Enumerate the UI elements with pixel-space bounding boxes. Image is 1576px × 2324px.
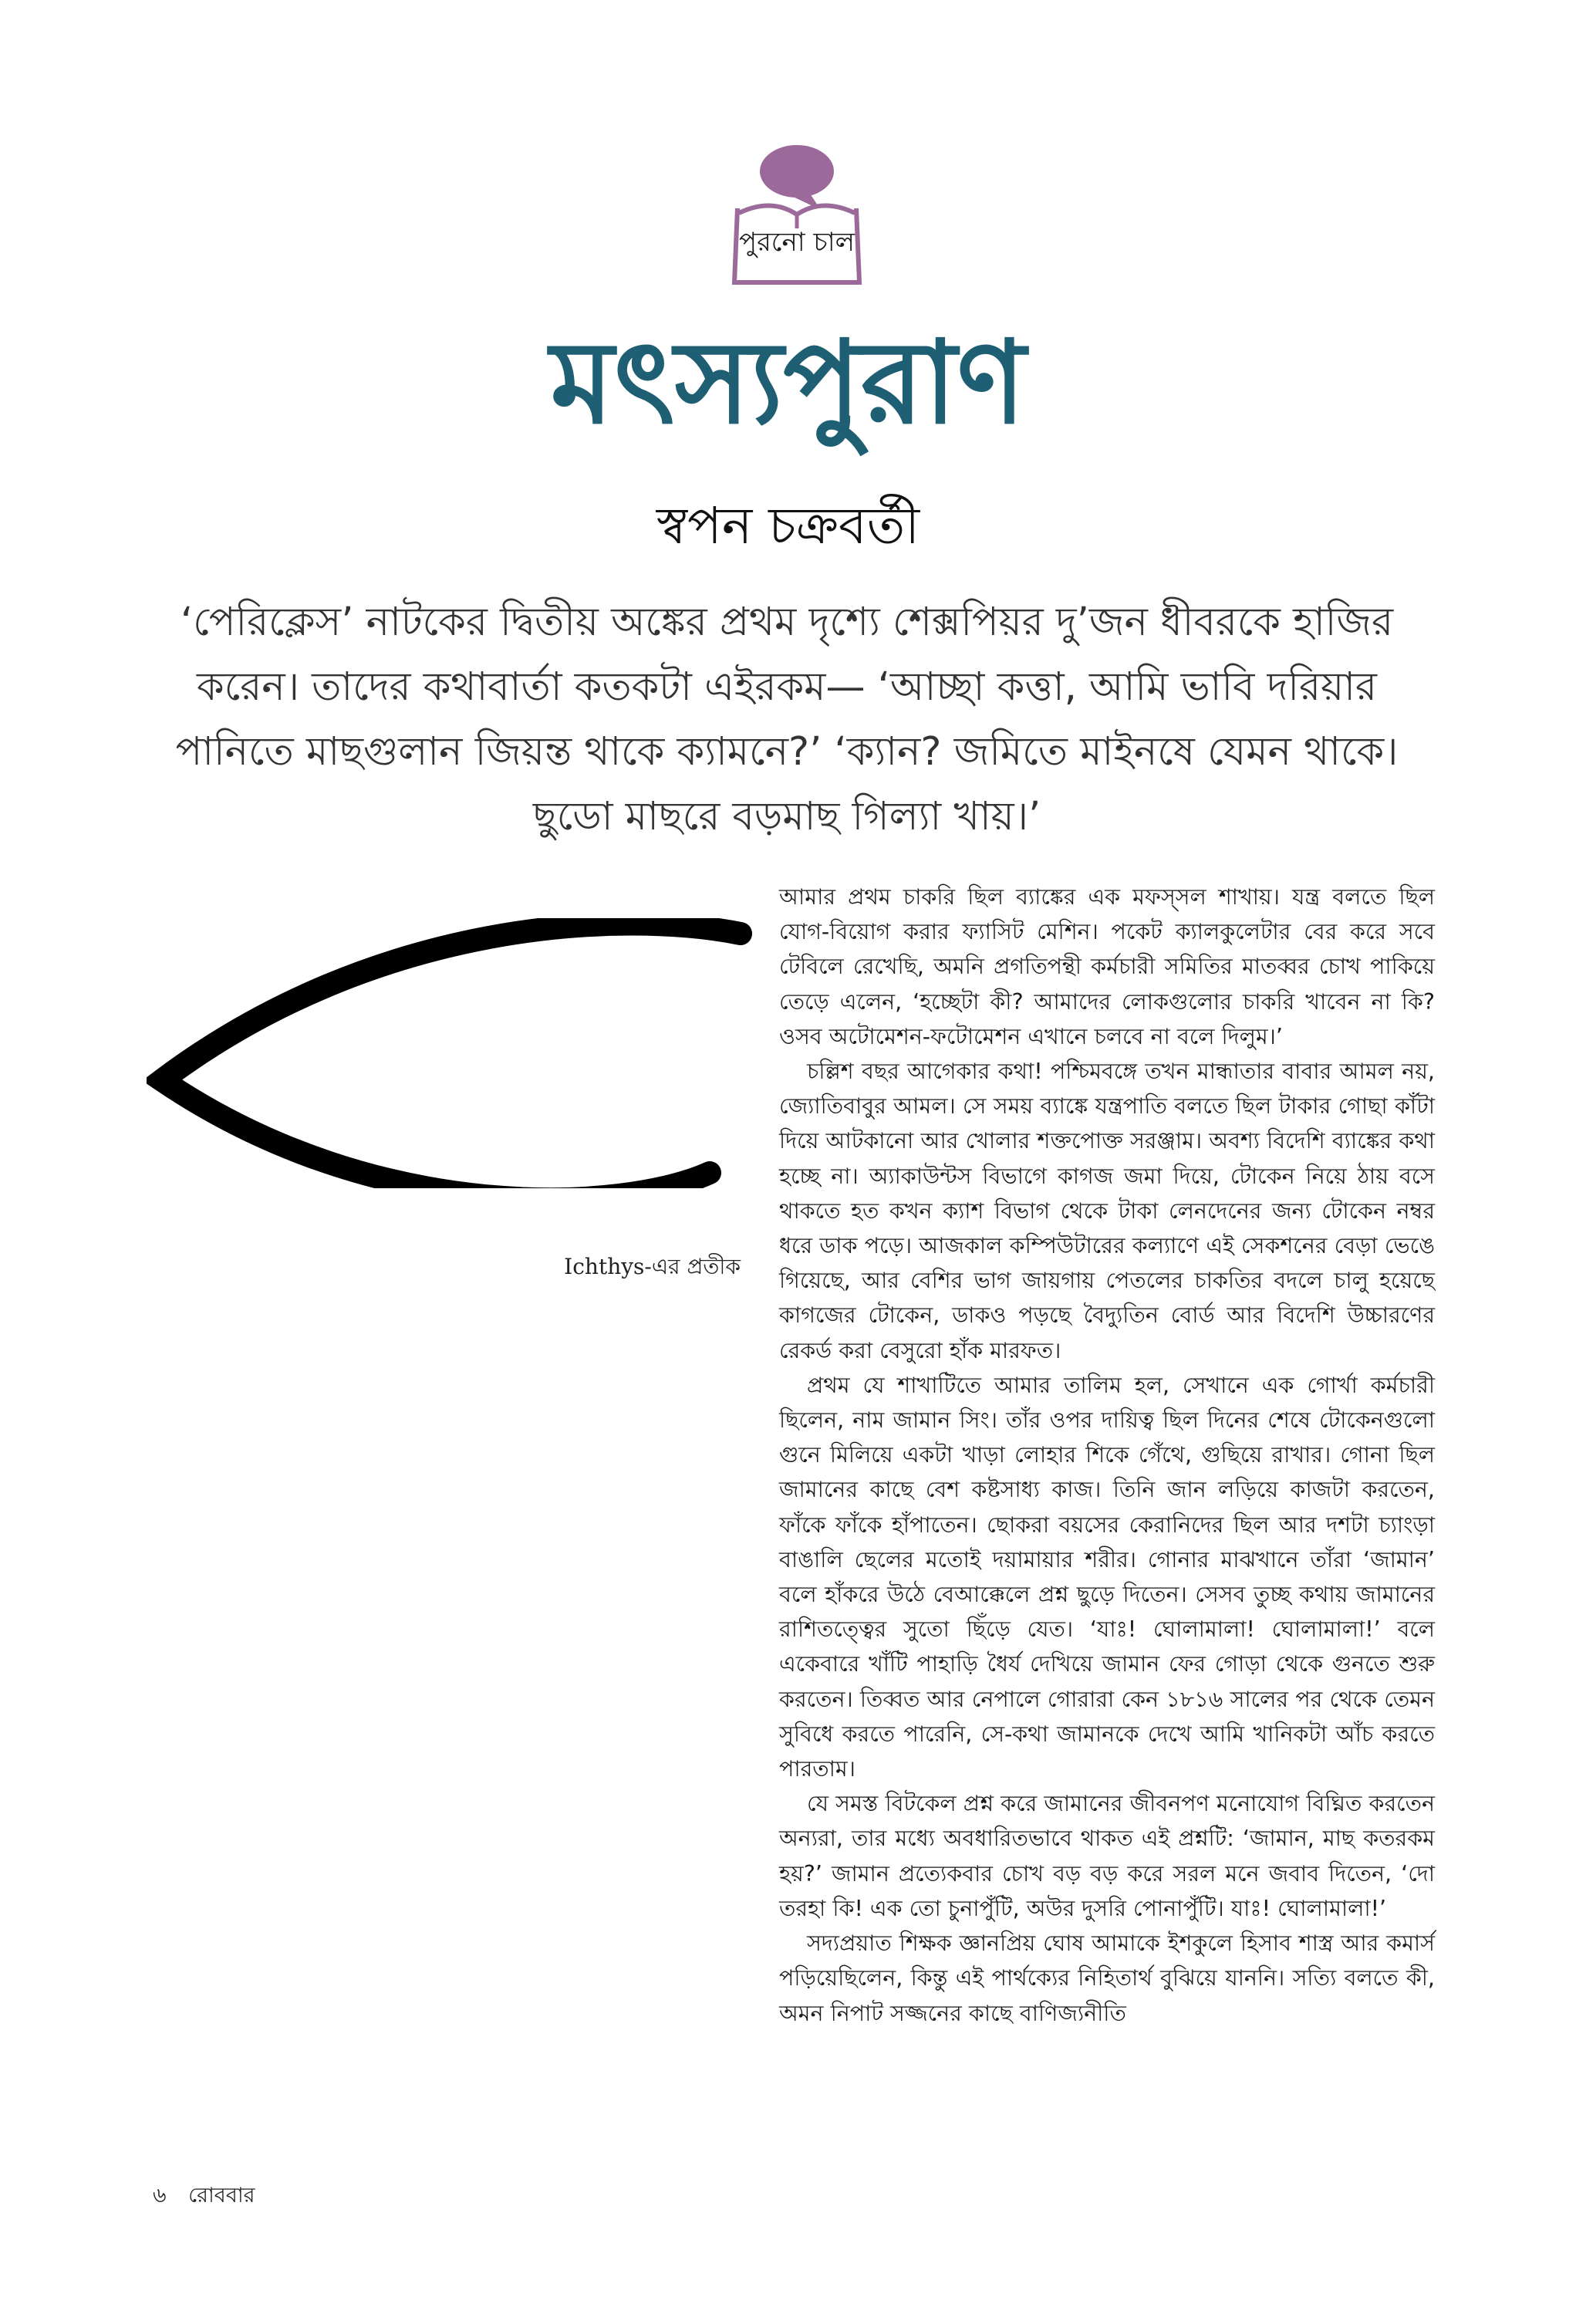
ichthys-figure <box>147 918 756 1188</box>
section-logo <box>717 139 876 285</box>
body-paragraph: চল্লিশ বছর আগেকার কথা! পশ্চিমবঙ্গে তখন মান্ধাতার বাবার আমল নয়, জ্যোতিবাবুর আমল। সে সময় ব্যাঙ্কে যন্ত্রপাতি বলতে ছিল টাকার গোছা কাঁটা দিয়ে আটকানো আর খোলার শক্তপোক্ত সরঞ্জাম। অবশ্য বিদেশি ব্যাঙ্কের কথা হচ্ছে না। অ্যাকাউন্টস বিভাগে কাগজ জমা দিয়ে, টোকেন নিয়ে ঠায় বসে থাকতে হত কখন ক্যাশ বিভাগ থেকে টাকা লেনদেনের জন্য টোকেন নম্বর ধরে ডাক পড়ে। আজকাল কম্পিউটারের কল্যাণে এই সেকশনের বেড়া ভেঙে গিয়েছে, আর বেশির ভাগ জায়গায় পেতলের চাকতির বদলে চালু হয়েছে কাগজের টোকেন, ডাকও পড়ছে বৈদ্যুতিন বোর্ড আর বিদেশি উচ্চারণের রেকর্ড করা বেসুরো হাঁক মারফত। <box>779 1059 1435 1363</box>
page-footer <box>153 2180 255 2214</box>
section-label: পুরনো চাল <box>739 227 855 258</box>
author-name: স্বপন চক্রবর্তী <box>656 496 920 556</box>
figure-caption: Ichthys-এর প্রতীক <box>564 1254 741 1279</box>
page-number: ৬ <box>153 2184 167 2207</box>
body-paragraph: প্রথম যে শাখাটিতে আমার তালিম হল, সেখানে এক গোর্খা কর্মচারী ছিলেন, নাম জামান সিং। তাঁর ওপর দায়িত্ব ছিল দিনের শেষে টোকেনগুলো গুনে মিলিয়ে একটা খাড়া লোহার শিকে গেঁথে, গুছিয়ে রাখার। গোনা ছিল জামানের কাছে বেশ কষ্টসাধ্য কাজ। তিনি জান লড়িয়ে কাজটা করতেন, ফাঁকে ফাঁকে হাঁপাতেন। ছোকরা বয়সের কেরানিদের ছিল আর দশটা চ্যাংড়া বাঙালি ছেলের মতোই দয়ামায়ার শরীর। গোনার মাঝখানে তাঁরা ‘জামান’ বলে হাঁকরে উঠে বেআক্কেলে প্রশ্ন ছুড়ে দিতেন। সেসব তুচ্ছ কথায় জামানের রাশিতত্ত্বের সুতো ছিঁড়ে যেত। ‘যাঃ! ঘোলামালা! ঘোলামালা!’ বলে একেবারে খাঁটি পাহাড়ি ধৈর্য দেখিয়ে জামান ফের গোড়া থেকে গুনতে শুরু করতেন। তিব্বত আর নেপালে গোরারা কেন ১৮১৬ সালের পর থেকে তেমন সুবিধে করতে পারেনি, সে-কথা জামানকে দেখে আমি খানিকটা আঁচ করতে পারতাম। <box>779 1372 1435 1782</box>
body-paragraph: আমার প্রথম চাকরি ছিল ব্যাঙ্কের এক মফস্সল শাখায়। যন্ত্র বলতে ছিল যোগ-বিয়োগ করার ফ্যাসিট মেশিন। পকেট ক্যালকুলেটার বের করে সবে টেবিলে রেখেছি, অমনি প্রগতিপন্থী কর্মচারী সমিতির মাতব্বর চোখ পাকিয়ে তেড়ে এলেন, ‘হচ্ছেটা কী? আমাদের লোকগুলোর চাকরি খাবেন না কি? ওসব অটোমেশন-ফটোমেশন এখানে চলবে না বলে দিলুম।’ <box>779 884 1435 1049</box>
article-title: মৎস্যপুরাণ <box>550 315 1026 449</box>
intro-paragraph: ‘পেরিক্লেস’ নাটকের দ্বিতীয় অঙ্কের প্রথম দৃশ্যে শেক্সপিয়র দু’জন ধীবরকে হাজির করেন। তাদের কথাবার্তা কতকটা এইরকম— ‘আচ্ছা কত্তা, আমি ভাবি দরিয়ার পানিতে মাছগুলান জিয়ন্ত থাকে ক্যামনে?’ ‘ক্যান? জমিতে মাইনষে যেমন থাকে। ছুডো মাছরে বড়মাছ গিল্যা খায়।’ <box>175 600 1399 839</box>
ichthys-fish-icon <box>147 918 756 1188</box>
body-paragraph: সদ্যপ্রয়াত শিক্ষক জ্ঞানপ্রিয় ঘোষ আমাকে ইশকুলে হিসাব শাস্ত্র আর কমার্স পড়িয়েছিলেন, কিন্তু এই পার্থক্যের নিহিতার্থ বুঝিয়ে যাননি। সত্যি বলতে কী, অমন নিপাট সজ্জনের কাছে বাণিজ্যনীতি <box>779 1930 1435 2026</box>
body-paragraph: যে সমস্ত বিটকেল প্রশ্ন করে জামানের জীবনপণ মনোযোগ বিঘ্নিত করতেন অন্যরা, তার মধ্যে অবধারিতভাবে থাকত এই প্রশ্নটি: ‘জামান, মাছ কতরকম হয়?’ জামান প্রত্যেকবার চোখ বড় বড় করে সরল মনে জবাব দিতেন, ‘দো তরহা কি! এক তো চুনাপুঁটি, অউর দুসরি পোনাপুঁটি। যাঃ! ঘোলামালা!’ <box>779 1791 1435 1921</box>
magazine-name: রোববার <box>188 2184 255 2207</box>
article-body <box>779 880 1435 2031</box>
